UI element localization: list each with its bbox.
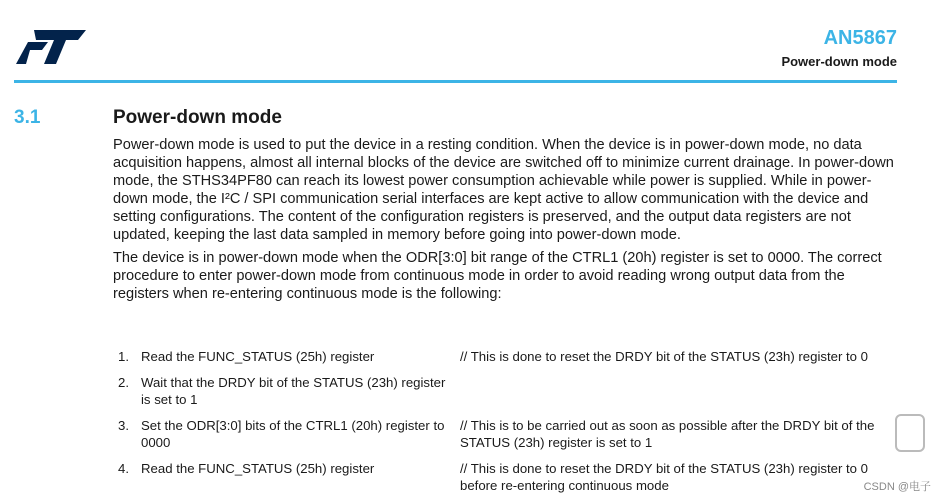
- step-comment: // This is to be carried out as soon as possible after the DRDY bit of the STATUS (23h) register is set to 1: [460, 418, 875, 450]
- st-logo-icon: [14, 26, 88, 68]
- step-comment: // This is done to reset the DRDY bit of the STATUS (23h) register to 0 before re-entering continuous mode: [460, 461, 869, 493]
- procedure-steps: [118, 348, 908, 494]
- paragraph: Power-down mode is used to put the device in a resting condition. When the device is in power-down mode, no data acquisition happens, almost all internal blocks of the device are switched off to minimize current drainage. In power-down mode, the STHS34PF80 can reach its lowest power consumption achievable while power is supplied. While in power-down mode, the I²C / SPI communication serial interfaces are kept active to allow communication with the device and setting configurations. The content of the configuration registers is preserved, and the output data registers are not updated, keeping the last data sampled in memory before going into power-down mode.: [113, 137, 894, 243]
- step-number: 2.: [118, 375, 129, 390]
- section-number: 3.1: [14, 107, 41, 128]
- watermark: CSDN @电子: [863, 481, 931, 493]
- step-comment: // This is done to reset the DRDY bit of the STATUS (23h) register to 0: [460, 349, 869, 364]
- step-description: Wait that the DRDY bit of the STATUS (23h) register is set to 1: [141, 375, 446, 407]
- step-description: Set the ODR[3:0] bits of the CTRL1 (20h) register to 0000: [141, 418, 445, 450]
- list-item: [118, 417, 908, 460]
- paragraph: The device is in power-down mode when the ODR[3:0] bit range of the CTRL1 (20h) register is set to 0000. The correct procedure to enter power-down mode from continuous mode in order to avoid reading wrong output data from the registers when re-entering continuous mode is the following:: [113, 250, 882, 302]
- section-body: [113, 136, 903, 308]
- step-number: 1.: [118, 349, 129, 364]
- step-number: 4.: [118, 461, 129, 476]
- list-item: [118, 374, 908, 417]
- list-item: [118, 348, 908, 374]
- step-number: 3.: [118, 418, 129, 433]
- watermark-badge-icon: [895, 414, 925, 452]
- header-section-title: Power-down mode: [781, 54, 897, 69]
- list-item: [118, 460, 908, 494]
- step-description: Read the FUNC_STATUS (25h) register: [141, 461, 375, 476]
- section-title: Power-down mode: [113, 107, 282, 128]
- step-description: Read the FUNC_STATUS (25h) register: [141, 349, 375, 364]
- document-id: AN5867: [823, 27, 897, 49]
- header-divider: [14, 80, 897, 83]
- document-header: [781, 26, 897, 69]
